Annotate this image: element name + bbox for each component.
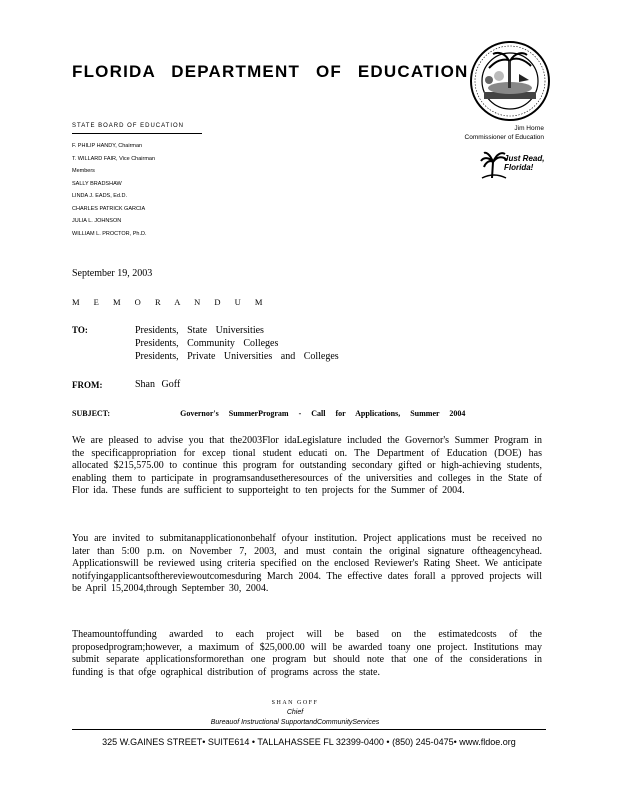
recipient-line: Presidents, State Universities — [135, 325, 264, 336]
just-read-florida-logo — [480, 150, 550, 180]
commissioner-title: Commissioner of Education — [464, 134, 544, 141]
board-heading: STATE BOARD OF EDUCATION — [72, 123, 185, 129]
body-paragraph-3: Theamountoffunding awarded to each project will be based on the estimatedcosts of the proposedprogram;however, a maximum of $25,000.00 will be awarded toany one project. Institutions may submit separate applicationsformorethan one program but should note that one of the considerations in funding is that ofge ographical distribution of programs across the state. — [72, 629, 542, 678]
to-recipients — [135, 324, 339, 363]
board-member: LINDA J. EADS, Ed.D. — [72, 193, 128, 199]
commissioner-name: Jim Horne — [514, 125, 544, 132]
state-seal-icon — [469, 40, 551, 122]
just-read-line2: Florida! — [504, 163, 534, 172]
recipient-line: Presidents, Community Colleges — [135, 338, 279, 349]
to-label: TO: — [72, 325, 88, 335]
body-paragraph-1: We are pleased to advise you that the2003Flor idaLegislature included the Governor's Summer Program in the specificappropriation for excep tional student educati on. The Department of Education (DOE) has allocated $215,575.00 to continue this program for outstanding secondary gifted or high-achieving students, enabling them to participate in programsandusetheresources of the universities and colleges in the State of Flor ida. These funds are sufficient to supporteight to ten projects for the Summer of 2004. — [72, 435, 542, 496]
from-value: Shan Goff — [135, 379, 181, 390]
signature-block — [200, 698, 390, 728]
recipient-line: Presidents, Private Universities and Colleges — [135, 351, 339, 362]
board-member: JULIA L. JOHNSON — [72, 218, 122, 224]
board-member: Members — [72, 168, 95, 174]
subject-line — [72, 409, 465, 418]
subject-label: SUBJECT: — [72, 409, 111, 418]
board-members-list — [72, 140, 155, 240]
subject-value: Governor's SummerProgram - Call for Applications, Summer 2004 — [180, 409, 466, 418]
board-member: F. PHILIP HANDY, Chairman — [72, 143, 143, 149]
from-label: FROM: — [72, 380, 103, 390]
footer-address: 325 W.GAINES STREET• SUITE614 • TALLAHASSEE FL 32399-0400 • (850) 245-0475• www.fldoe.org — [102, 737, 516, 747]
memo-heading: M E M O R A N D U M — [72, 297, 269, 307]
signatory-bureau: Bureauof Instructional SupportandCommunityServices — [210, 719, 380, 726]
letterhead-title: FLORIDA DEPARTMENT OF EDUCATION — [72, 62, 469, 81]
board-member: SALLY BRADSHAW — [72, 180, 122, 187]
signatory-name: SHAN GOFF — [271, 700, 319, 706]
board-member: WILLIAM L. PROCTOR, Ph.D. — [72, 230, 147, 237]
board-member: T. WILLARD FAIR, Vice Chairman — [72, 155, 156, 162]
just-read-line1: Just Read, — [504, 154, 545, 163]
body-paragraph-2: You are invited to submitanapplicationonbehalf ofyour institution. Project applications must be received no later than 5:00 p.m. on November 7, 2003, and must contain the original signature oftheagencyhead. Applicationswill be reviewed using criteria specified on the enclosed Reviewer's Rating Sheet. We anticipate notifyingapplicantsofthereviewoutcomesduring March 2004. The effective dates forall a pproved projects will be April 15,2004,through September 30, 2004. — [72, 533, 542, 594]
signatory-title: Chief — [286, 709, 304, 716]
footer-divider — [72, 729, 546, 730]
board-member: CHARLES PATRICK GARCIA — [72, 205, 146, 212]
commissioner-block — [465, 124, 544, 142]
board-divider — [72, 133, 202, 134]
memo-date: September 19, 2003 — [72, 268, 153, 279]
